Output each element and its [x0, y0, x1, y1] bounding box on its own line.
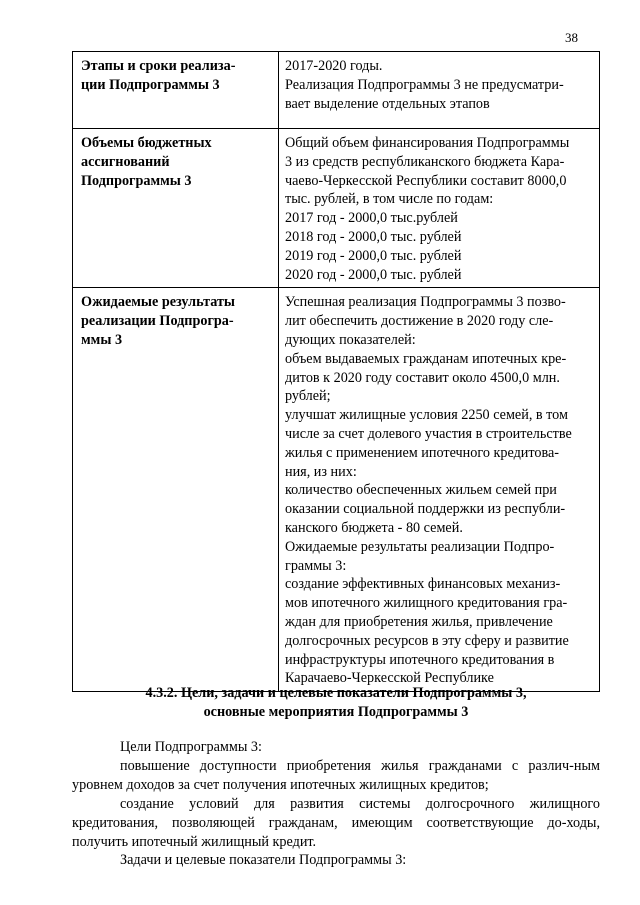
- value-line: жилья с применением ипотечного кредитова-: [285, 444, 560, 461]
- value-line: Общий объем финансирования Подпрограммы: [285, 135, 570, 151]
- value-line: долгосрочных ресурсов в эту сферу и развитие: [285, 632, 569, 649]
- value-line: чаево-Черкесской Республики составит 8000,0: [285, 172, 567, 189]
- value-line: Реализация Подпрограммы 3 не предусматри-: [285, 76, 564, 93]
- value-line: числе за счет долевого участия в строительстве: [285, 425, 572, 442]
- section-heading: [72, 684, 600, 722]
- value-line: Ожидаемые результаты реализации Подпро-: [285, 538, 555, 555]
- label-line: реализации Подпрогра-: [81, 313, 234, 330]
- label-line: ции Подпрограммы 3: [81, 76, 220, 93]
- value-line: канского бюджета - 80 семей.: [285, 519, 463, 536]
- section-heading-line: 4.3.2. Цели, задачи и целевые показатели Подпрограммы 3,: [145, 685, 527, 701]
- value-line: лит обеспечить достижение в 2020 году сле-: [285, 313, 554, 330]
- value-line: 2018 год - 2000,0 тыс. рублей: [285, 228, 462, 245]
- passport-table: [72, 51, 600, 692]
- row-value-budget: [279, 129, 600, 288]
- label-line: Объемы бюджетных: [81, 135, 212, 151]
- paragraph: Задачи и целевые показатели Подпрограммы 3:: [120, 852, 407, 869]
- value-line: 2019 год - 2000,0 тыс. рублей: [285, 247, 462, 264]
- paragraph: Цели Подпрограммы 3:: [120, 739, 262, 755]
- page-number: 38: [565, 30, 578, 45]
- value-line: улучшат жилищные условия 2250 семей, в том: [285, 407, 568, 424]
- label-line: Ожидаемые результаты: [81, 294, 235, 311]
- value-line: количество обеспеченных жильем семей при: [285, 482, 557, 499]
- row-label-results: [73, 288, 279, 692]
- value-line: 2017 год - 2000,0 тыс.рублей: [285, 210, 458, 227]
- value-line: 2020 год - 2000,0 тыс. рублей: [285, 266, 462, 283]
- value-line: Успешная реализация Подпрограммы 3 позво-: [285, 294, 566, 311]
- label-line: Этапы и сроки реализа-: [81, 58, 236, 74]
- value-line: объем выдаваемых гражданам ипотечных кре-: [285, 350, 567, 367]
- value-line: граммы 3:: [285, 557, 347, 574]
- paragraph: создание условий для развития системы долгосрочного жилищного кредитования, позволяющей гражданам, имеющим соответствующие до-ходы, получить ипотечный жилищный кредит.: [72, 795, 600, 850]
- value-line: 2017-2020 годы.: [285, 58, 383, 74]
- table-row: [73, 129, 600, 288]
- value-line: мов ипотечного жилищного кредитования гра-: [285, 595, 568, 612]
- value-line: ждан для приобретения жилья, привлечение: [285, 613, 553, 630]
- label-line: ассигнований: [81, 153, 170, 170]
- label-line: Подпрограммы 3: [81, 172, 192, 189]
- row-value-stages: [279, 52, 600, 129]
- value-line: ния, из них:: [285, 463, 357, 480]
- body-text: [72, 738, 600, 870]
- row-label-stages: [73, 52, 279, 129]
- table-row: [73, 52, 600, 129]
- value-line: рублей;: [285, 388, 331, 405]
- value-line: создание эффективных финансовых механиз-: [285, 576, 561, 593]
- section-heading-line: основные мероприятия Подпрограммы 3: [203, 704, 469, 720]
- row-label-budget: [73, 129, 279, 288]
- label-line: ммы 3: [81, 331, 123, 348]
- value-line: вает выделение отдельных этапов: [285, 95, 490, 112]
- row-value-results: [279, 288, 600, 692]
- table-row: [73, 288, 600, 692]
- value-line: дующих показателей:: [285, 331, 416, 348]
- value-line: инфраструктуры ипотечного кредитования в: [285, 651, 555, 668]
- value-line: тыс. рублей, в том числе по годам:: [285, 191, 494, 208]
- value-line: 3 из средств республиканского бюджета Кара-: [285, 153, 565, 170]
- paragraph: повышение доступности приобретения жилья гражданами с различ-ным уровнем доходов за счет получения ипотечных жилищных кредитов;: [72, 757, 600, 793]
- value-line: оказании социальной поддержки из республи-: [285, 501, 566, 518]
- value-line: Карачаево-Черкесской Республике: [285, 670, 494, 687]
- value-line: дитов к 2020 году составит около 4500,0 млн.: [285, 369, 560, 386]
